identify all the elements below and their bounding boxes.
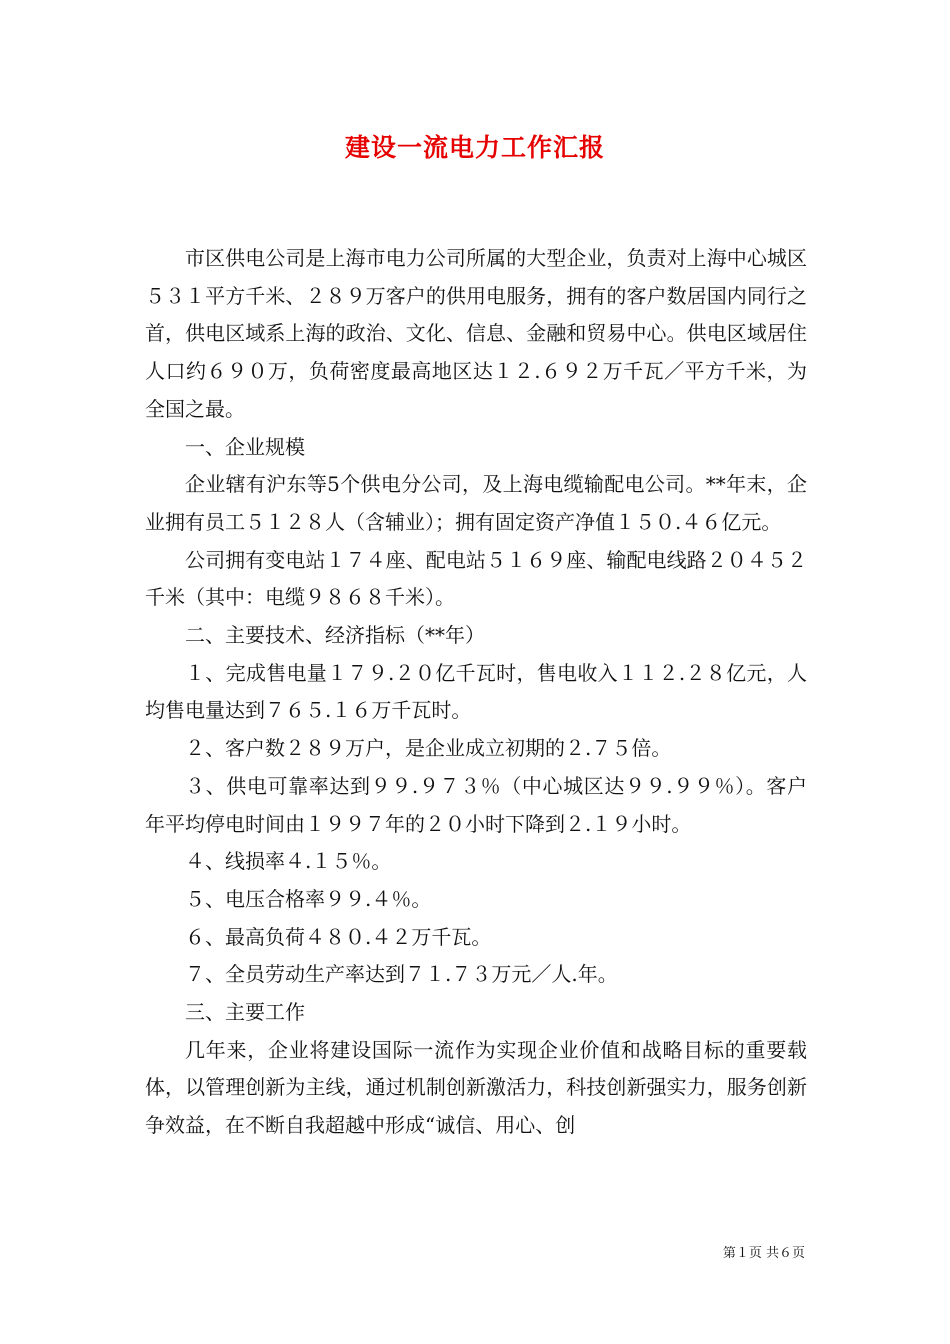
paragraph-work: 几年来，企业将建设国际一流作为实现企业价值和战略目标的重要载体，以管理创新为主线，通过机制创新激活力，科技创新强实力，服务创新争效益，在不断自我超越中形成“诚信、用心、创 (145, 1037, 807, 1138)
indicator-item-6: ６、最高负荷４８０.４２万千瓦。 (185, 924, 492, 949)
section-heading-work: 三、主要工作 (185, 1000, 305, 1025)
paragraph-intro: 市区供电公司是上海市电力公司所属的大型企业，负责对上海中心城区５３１平方千米、２８９万客户的供用电服务，拥有的客户数居国内同行之首，供电区域系上海的政治、文化、信息、金融和贸易中心。供电区域居住人口约６９０万，负荷密度最高地区达１２.６９２万千瓦／平方千米，为全国之最。 (145, 246, 807, 421)
indicator-item-3: ３、供电可靠率达到９９.９７３％（中心城区达９９.９９％）。客户年平均停电时间由１９９７年的２０小时下降到２.１９小时。 (145, 773, 807, 836)
paragraph-facilities: 公司拥有变电站１７４座、配电站５１６９座、输配电线路２０４５２千米（其中：电缆９８６８千米）。 (145, 547, 807, 610)
indicator-item-2: ２、客户数２８９万户，是企业成立初期的２.７５倍。 (185, 736, 672, 761)
section-heading-scale: 一、企业规模 (185, 434, 305, 459)
indicator-item-4: ４、线损率４.１５％。 (185, 849, 392, 874)
document-body (145, 240, 807, 1145)
paragraph-scale: 企业辖有沪东等5个供电分公司，及上海电缆输配电公司。**年末，企业拥有员工５１２８人（含辅业）；拥有固定资产净值１５０.４６亿元。 (145, 472, 807, 534)
indicator-item-5: ５、电压合格率９９.４％。 (185, 886, 432, 911)
indicator-item-7: ７、全员劳动生产率达到７１.７３万元／人.年。 (185, 962, 618, 987)
section-heading-indicators: 二、主要技术、经济指标（**年） (185, 623, 485, 648)
document-title: 建设一流电力工作汇报 (344, 133, 605, 162)
page-number: 第１页 共６页 (722, 1246, 805, 1261)
indicator-item-1: １、完成售电量１７９.２０亿千瓦时，售电收入１１２.２８亿元，人均售电量达到７６５.１６万千瓦时。 (145, 660, 807, 723)
